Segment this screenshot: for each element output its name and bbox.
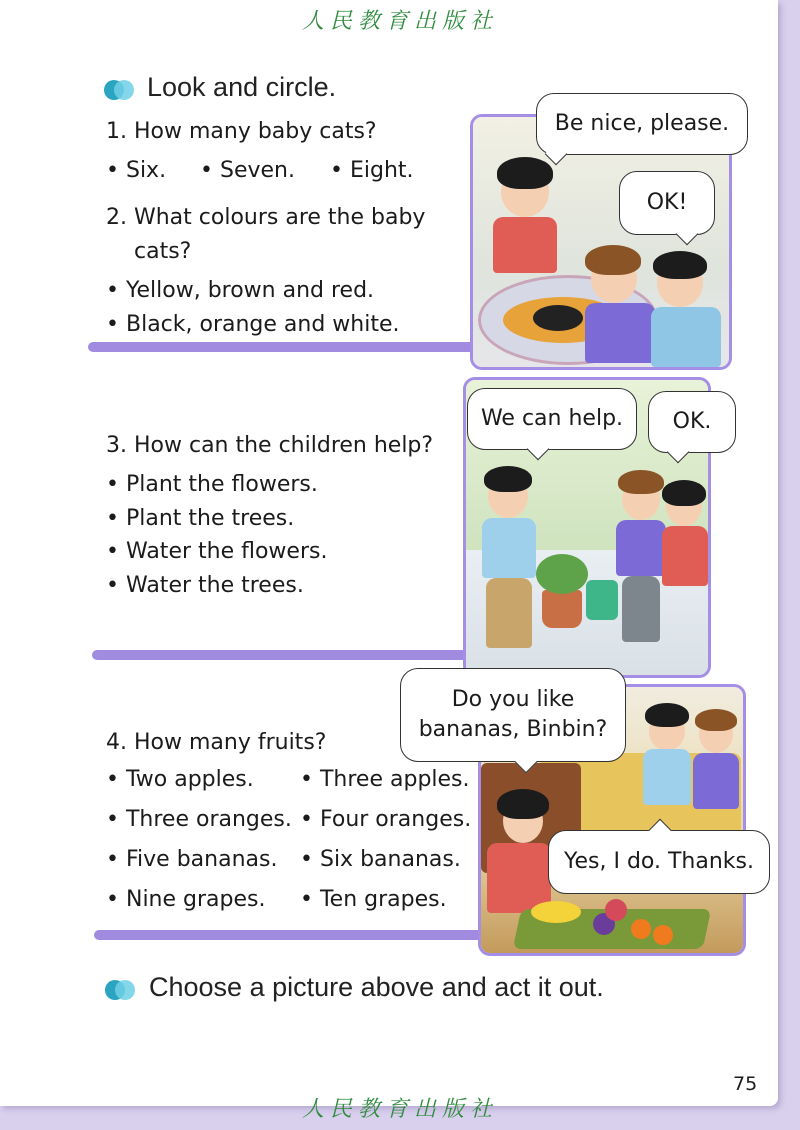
q3-option-4[interactable]: • Water the trees. xyxy=(106,572,304,600)
q1-option-six[interactable]: • Six. xyxy=(106,157,166,185)
q4-option-three-apples[interactable]: • Three apples. xyxy=(300,766,470,794)
section-heading-act-it-out: Choose a picture above and act it out. xyxy=(149,972,604,1002)
section-bullet-icon xyxy=(104,80,134,100)
q2-option-2[interactable]: • Black, orange and white. xyxy=(106,311,400,339)
page-number: 75 xyxy=(733,1073,758,1095)
q2-option-1[interactable]: • Yellow, brown and red. xyxy=(106,277,374,305)
divider-bar-1 xyxy=(88,342,488,352)
question-3: 3. How can the children help? xyxy=(106,433,434,458)
q4-option-nine-grapes[interactable]: • Nine grapes. xyxy=(106,886,265,914)
question-2-line1: 2. What colours are the baby xyxy=(106,205,426,230)
q4-option-three-oranges[interactable]: • Three oranges. xyxy=(106,806,292,834)
q4-option-ten-grapes[interactable]: • Ten grapes. xyxy=(300,886,447,914)
q1-option-seven[interactable]: • Seven. xyxy=(200,157,295,185)
section-heading-look-and-circle: Look and circle. xyxy=(147,72,337,102)
speech-bubble-ok-2: OK. xyxy=(648,391,736,453)
bubble-line: Do you like xyxy=(451,687,575,712)
publisher-mark-bottom: 人民教育出版社 xyxy=(301,1097,498,1122)
speech-bubble-do-you-like-bananas xyxy=(400,668,626,762)
speech-bubble-be-nice: Be nice, please. xyxy=(536,93,748,155)
bubble-line: bananas, Binbin? xyxy=(418,717,608,742)
question-4: 4. How many fruits? xyxy=(106,730,327,755)
q4-option-two-apples[interactable]: • Two apples. xyxy=(106,766,254,794)
q3-option-1[interactable]: • Plant the flowers. xyxy=(106,471,318,499)
section-bullet-icon xyxy=(105,980,135,1000)
divider-bar-3 xyxy=(94,930,486,940)
question-2-line2: cats? xyxy=(134,239,192,264)
q4-option-four-oranges[interactable]: • Four oranges. xyxy=(300,806,471,834)
q3-option-2[interactable]: • Plant the trees. xyxy=(106,505,294,533)
q3-option-3[interactable]: • Water the flowers. xyxy=(106,538,327,566)
q1-option-eight[interactable]: • Eight. xyxy=(330,157,414,185)
question-1: 1. How many baby cats? xyxy=(106,119,377,144)
speech-bubble-yes-i-do: Yes, I do. Thanks. xyxy=(548,830,770,894)
speech-bubble-we-can-help: We can help. xyxy=(467,388,637,450)
q4-option-six-bananas[interactable]: • Six bananas. xyxy=(300,846,461,874)
divider-bar-2 xyxy=(92,650,474,660)
q4-option-five-bananas[interactable]: • Five bananas. xyxy=(106,846,277,874)
speech-bubble-ok-1: OK! xyxy=(619,171,715,235)
publisher-mark-top: 人民教育出版社 xyxy=(301,9,498,34)
